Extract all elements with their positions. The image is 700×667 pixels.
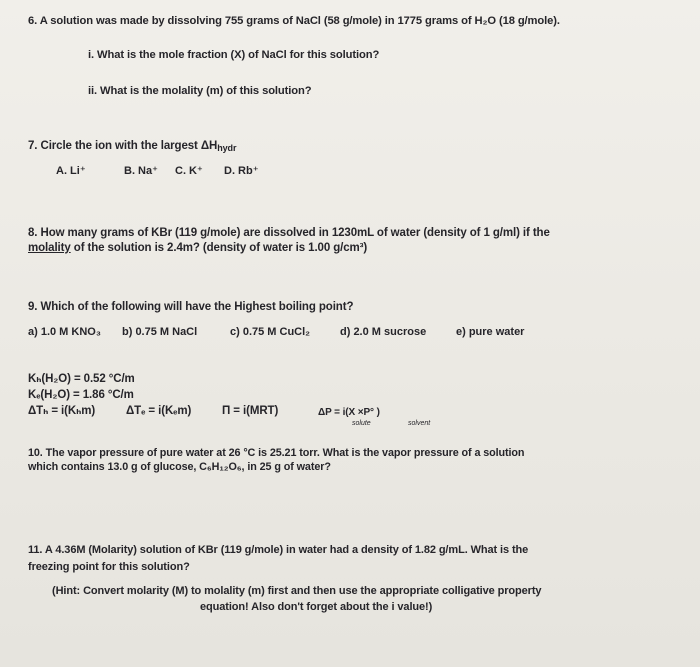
question-6-stem: 6. A solution was made by dissolving 755 grams of NaCl (58 g/mole) in 1775 grams of H₂O (18 g/mole). bbox=[28, 15, 560, 27]
question-11-line-2: freezing point for this solution? bbox=[28, 561, 190, 573]
question-7-stem-text: 7. Circle the ion with the largest ΔH bbox=[28, 140, 218, 152]
question-9-choice-b: b) 0.75 M NaCl bbox=[122, 326, 198, 338]
question-7-choice-a: A. Li⁺ bbox=[56, 165, 86, 177]
question-9-stem bbox=[28, 300, 353, 314]
question-9-stem-prefix: 9. Which of the following will have the bbox=[28, 301, 235, 313]
question-6-part-ii: ii. What is the molality (m) of this solution? bbox=[88, 85, 312, 97]
question-11-line-1: 11. A 4.36M (Molarity) solution of KBr (119 g/mole) in water had a density of 1.82 g/mL. What is the bbox=[28, 544, 529, 556]
question-7-stem bbox=[28, 139, 236, 155]
question-8-line-2-rest: of the solution is 2.4m? (density of water is 1.00 g/cm³) bbox=[70, 242, 368, 254]
osmotic-pressure-equation: Π = i(MRT) bbox=[222, 405, 279, 417]
question-11-hint-line-2: equation! Also don't forget about the i value!) bbox=[200, 601, 433, 613]
question-6-part-i: i. What is the mole fraction (X) of NaCl for this solution? bbox=[88, 49, 380, 61]
kf-water-constant: Kₑ(H₂O) = 1.86 °C/m bbox=[28, 389, 134, 401]
question-9-choice-a: a) 1.0 M KNO₃ bbox=[28, 326, 101, 338]
vapor-pressure-solvent-label: solvent bbox=[408, 420, 431, 427]
question-8-line-2 bbox=[28, 241, 367, 255]
question-7-subscript: hydr bbox=[217, 143, 237, 153]
question-7-choice-c: C. K⁺ bbox=[175, 165, 203, 177]
question-11-hint-line-1: (Hint: Convert molarity (M) to molality (m) first and then use the appropriate colligative property bbox=[52, 585, 542, 597]
question-10-line-1: 10. The vapor pressure of pure water at 26 °C is 25.21 torr. What is the vapor pressure of a solution bbox=[28, 447, 525, 459]
vapor-pressure-solute-label: solute bbox=[352, 420, 371, 427]
question-10-line-2: which contains 13.0 g of glucose, C₆H₁₂O₆, in 25 g of water? bbox=[28, 461, 331, 473]
question-7-choice-b: B. Na⁺ bbox=[124, 165, 158, 177]
question-8-underlined-term: molality bbox=[28, 242, 71, 254]
freezing-point-depression-equation: ΔTₑ = i(Kₑm) bbox=[126, 405, 192, 417]
vapor-pressure-equation: ΔP = i(X ×P° ) bbox=[318, 407, 380, 418]
question-9-choice-c: c) 0.75 M CuCl₂ bbox=[230, 326, 311, 338]
kb-water-constant: Kₕ(H₂O) = 0.52 °C/m bbox=[28, 373, 135, 385]
question-9-choice-e: e) pure water bbox=[456, 326, 525, 338]
question-9-choice-d: d) 2.0 M sucrose bbox=[340, 326, 427, 338]
question-7-choice-d: D. Rb⁺ bbox=[224, 165, 259, 177]
boiling-point-elevation-equation: ΔTₕ = i(Kₕm) bbox=[28, 405, 96, 417]
question-8-line-1: 8. How many grams of KBr (119 g/mole) are dissolved in 1230mL of water (density of 1 g/ml) if the bbox=[28, 227, 550, 239]
question-9-stem-suffix: boiling point? bbox=[275, 301, 354, 313]
question-9-stem-highlight: Highest bbox=[234, 301, 276, 313]
